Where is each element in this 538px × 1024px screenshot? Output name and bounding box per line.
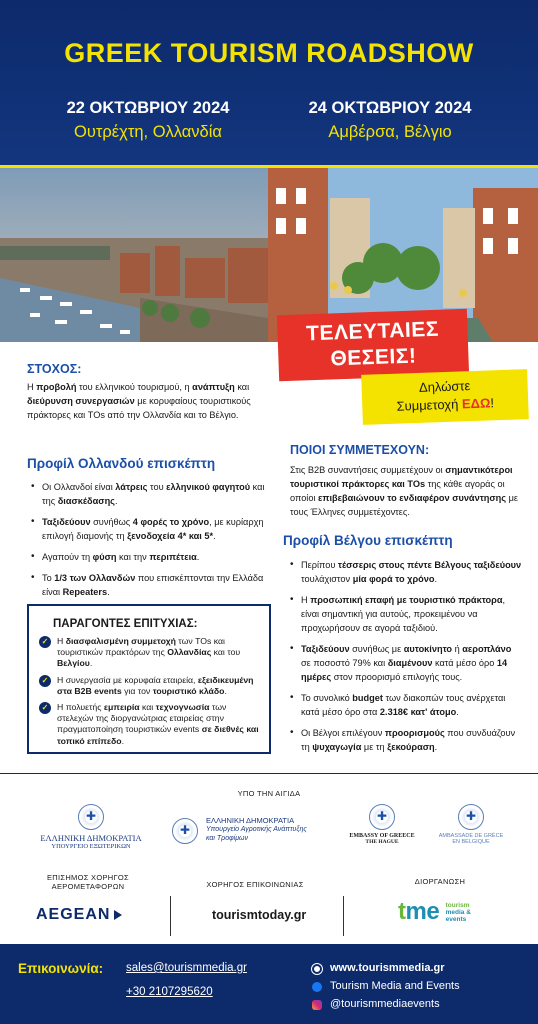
list-item [289,558,523,586]
item-text: που συνδυάζουν τη [301,728,516,752]
list-item [30,515,270,543]
item-text: , είναι σημαντική για αυτούς, προκειμένου να προχωρήσουν σε αγορά ταξιδιού. [301,595,506,633]
item-text: Η [301,595,311,605]
event-utrecht [28,99,268,142]
logo-line: ΥΠΟΥΡΓΕΙΟ ΕΞΩΤΕΡΙΚΩΝ [51,843,131,850]
item-text: στον προορισμό επιλογής τους. [331,672,463,682]
airline-sponsor-label [28,873,148,891]
item-text: του [147,482,167,492]
item-text: τουλάχιστον [301,574,353,584]
item-text: τεχνογνωσία [155,702,210,713]
list-item [289,642,523,684]
item-text: των διακοπών τους ανέρχεται κατά μέσο όρο στα [301,693,506,717]
text-part: της κάθε αγοράς οι οποίοι [290,479,505,503]
list-item [289,726,523,754]
item-text: συνήθως [90,517,133,527]
item-text: . [224,685,227,696]
text-part: με τους Έλληνες συμμετέχοντες. [290,493,519,517]
item-text: ή [452,644,463,654]
auspices-label: ΥΠΟ ΤΗΝ ΑΙΓΙΔΑ [237,789,301,798]
item-text: . [107,587,110,597]
item-text: . [114,496,118,506]
item-text: . [456,707,459,717]
goal-text [27,380,275,422]
goal-text-part: του ελληνικού τουρισμού, η [76,382,193,392]
event-title: GREEK TOURISM ROADSHOW [64,38,474,68]
item-text: που επισκέπτονται την Ελλάδα είναι [42,573,264,597]
tme-logo-mark [398,898,439,926]
item-text: ελληνικού φαγητού [166,482,251,492]
goal-text-part: Η [27,382,37,392]
item-text: , με κυρίαρχη επιλογή διαμονής τη [42,517,264,541]
tourismtoday-logo: tourismtoday.gr [212,908,307,922]
list-item [289,593,523,635]
success-item [39,702,261,747]
item-text: . [89,658,93,669]
item-text: σε ποσοστό 79% και [301,658,388,668]
dutch-profile-title: Προφίλ Ολλανδού επισκέπτη [27,456,216,471]
event-city: Ουτρέχτη, Ολλανδία [74,123,222,141]
item-text: Η συνεργασία με κορυφαία εταιρεία, [57,674,198,685]
item-text: 2.318€ κατ' άτομο [379,707,457,717]
item-text: διασφαλισμένη συμμετοχή [65,636,176,646]
item-text: . [434,742,438,752]
goal-text-part: διεύρυνση συνεργασιών [27,396,135,406]
success-item [39,636,261,670]
tme-logo-t: t [398,898,406,925]
event-antwerp [270,99,510,142]
contact-label: Επικοινωνία: [18,961,104,976]
logo-line: και Τροφίμων [206,835,248,842]
communication-sponsor-label: ΧΟΡΗΓΟΣ ΕΠΙΚΟΙΝΩΝΙΑΣ [206,880,304,889]
list-item [30,480,270,508]
tme-logo [398,898,471,926]
item-text: Οι Ολλανδοί είναι [42,482,116,492]
item-text: 14 ημέρες [301,658,508,682]
item-text: φύση [92,552,117,562]
ministry-foreign-affairs-logo [26,804,156,850]
item-text: Η [57,636,66,646]
utrecht-photo [0,168,268,342]
item-text: . [121,735,125,746]
item-text: μία φορά το χρόνο [352,574,435,584]
item-text: τέσσερις στους πέντε Βέλγους ταξιδεύουν [337,560,522,570]
phone-link[interactable]: +30 2107295620 [126,986,213,998]
sponsor-divider [170,896,171,936]
item-text: Ολλανδίας [167,647,212,658]
item-text: Repeaters [62,587,108,597]
register-callout[interactable] [361,369,529,425]
greek-seal-icon [369,804,395,830]
goal-text-part: και [234,382,250,392]
item-text: λάτρεις [115,482,148,492]
organizer-label: ΔΙΟΡΓΑΝΩΣΗ [414,877,466,886]
item-text: σε διεθνές και τοπικό επίπεδο [57,724,259,746]
item-text: Ταξιδεύουν [301,644,350,654]
item-text: κατά μέσο όρο [432,658,497,668]
goal-text-part: με κορυφαίους τουριστικούς πράκτορες και TOs από την Ολλανδία και το Βέλγιο. [27,396,251,420]
item-text: ξενοδοχεία 4* και 5* [127,531,214,541]
item-text: Το [42,573,55,583]
aegean-logo [36,906,122,924]
embassy-hague-logo [332,804,432,845]
greek-seal-icon [172,818,198,844]
belgian-profile-title: Προφίλ Βέλγου επισκέπτη [283,533,453,548]
list-item [30,571,270,599]
item-text: . [196,552,200,562]
success-factors-box [27,604,271,754]
instagram-icon [312,1000,322,1010]
last-seats-line1: ΤΕΛΕΥΤΑΙΕΣ [305,317,440,346]
register-text: Συμμετοχή [396,396,463,414]
success-item [39,675,261,697]
item-text: 1/3 των Ολλανδών [54,573,136,583]
item-text: εξειδικευμένη στα B2B events [57,674,254,696]
item-text: τουριστικό κλάδο [152,685,225,696]
success-title: ΠΑΡΑΓΟΝΤΕΣ ΕΠΙΤΥΧΙΑΣ: [53,618,198,630]
item-text: των στελεχών της διοργανώτριας εταιρείας στην πραγματοποίηση τουριστικών events [57,702,227,735]
item-text: και της [42,482,265,506]
item-text: Το συνολικό [301,693,353,703]
tme-logo-text [446,902,471,923]
register-line1: Δηλώστε [418,378,471,395]
item-text: περιπέτεια [149,552,197,562]
item-text: συνήθως με [349,644,404,654]
item-text: αυτοκίνητο [403,644,453,654]
ministry-agriculture-logo [172,816,332,843]
participants-text [290,463,522,519]
sponsor-divider [343,896,344,936]
last-seats-line2: ΘΕΣΕΙΣ! [330,344,417,371]
register-exclamation: ! [490,395,495,411]
text-part: επιβεβαιώνουν το ενδιαφέρον συνάντησης [318,493,507,503]
item-text: Η πολυετής [57,702,104,713]
item-text: για τον [121,685,153,696]
logo-line: ΕΛΛΗΝΙΚΗ ΔΗΜΟΚΡΑΤΙΑ [40,833,142,843]
tme-text-line: media & [445,908,471,916]
logo-line: AMBASSADE DE GRÈCE [438,833,504,839]
globe-icon [312,964,322,974]
item-text: με τη [361,742,388,752]
email-link[interactable]: sales@tourismmedia.gr [126,962,247,974]
goal-text-part: ανάπτυξη [192,382,235,392]
item-text: προσωπική επαφή με τουριστικό πράκτορα [310,595,503,605]
facebook-link[interactable]: Tourism Media and Events [330,980,460,992]
logo-line: EMBASSY OF GREECE [349,833,415,839]
embassy-belgium-logo [426,804,516,845]
text-part: Στις B2B συναντήσεις συμμετέχουν οι [290,465,446,475]
label-line: ΕΠΙΣΗΜΟΣ ΧΟΡΗΓΟΣ [46,873,129,882]
last-seats-banner [277,309,469,382]
event-date: 24 ΟΚΤΩΒΡΙΟΥ 2024 [308,99,472,117]
greek-seal-icon [458,804,484,830]
item-text: budget [352,693,383,703]
belgian-profile-list [289,558,523,761]
sponsors-divider [0,773,538,774]
item-text: προορισμούς [384,728,445,738]
participants-title: ΠΟΙΟΙ ΣΥΜΜΕΤΕΧΟΥΝ: [290,443,430,457]
tme-text-line: events [445,915,467,923]
item-text: των TOs και τουριστικών πρακτόρων της [57,636,225,658]
logo-line: EN BELGIQUE [452,839,490,845]
logo-line: Υπουργείο Αγροτικής Ανάπτυξης [206,826,307,833]
aegean-mark-icon [114,910,122,920]
item-text: Οι Βέλγοι επιλέγουν [301,728,385,738]
register-here-link[interactable]: ΕΔΩ [461,395,491,412]
facebook-icon [312,982,322,992]
text-part: σημαντικότεροι τουριστικοί πράκτορες και TOs [290,465,513,489]
item-text: . [434,574,438,584]
check-icon: ✓ [39,675,51,687]
check-icon: ✓ [39,636,51,648]
item-text: αεροπλάνο [462,644,512,654]
item-text: . [213,531,216,541]
aegean-logo-text: AEGEAN [36,906,111,923]
item-text: και του [211,647,241,658]
item-text: διαμένουν [387,658,433,668]
website-link[interactable]: www.tourismmedia.gr [330,962,445,974]
item-text: εμπειρία [103,702,140,713]
label-line: ΑΕΡΟΜΕΤΑΦΟΡΩΝ [51,882,125,891]
item-text: διασκέδασης [57,496,115,506]
list-item [30,550,270,564]
item-text: Βελγίου [57,658,90,669]
item-text: 4 φορές το χρόνο [132,517,210,527]
item-text: Αγαπούν τη [42,552,93,562]
event-date: 22 ΟΚΤΩΒΡΙΟΥ 2024 [66,99,230,117]
check-icon: ✓ [39,702,51,714]
greek-seal-icon [78,804,104,830]
item-text: ξεκούραση [387,742,435,752]
tme-text-line: tourism [445,901,470,909]
item-text: Ταξιδεύουν [42,517,91,527]
contact-footer [0,944,538,1024]
goal-text-part: προβολή [36,382,77,392]
goal-title: ΣΤΟΧΟΣ: [27,362,82,376]
event-city: Αμβέρσα, Βέλγιο [328,123,452,141]
header-banner [0,0,538,168]
tme-logo-me: me [405,898,440,925]
item-text: ψυχαγωγία [312,742,362,752]
item-text: Περίπου [301,560,338,570]
logo-line: ΕΛΛΗΝΙΚΗ ΔΗΜΟΚΡΑΤΙΑ [206,816,295,825]
item-text: και [139,702,156,713]
item-text: και την [116,552,150,562]
logo-line: THE HAGUE [365,839,399,845]
dutch-profile-list [30,480,270,606]
instagram-link[interactable]: @tourismmediaevents [330,998,440,1010]
list-item [289,691,523,719]
